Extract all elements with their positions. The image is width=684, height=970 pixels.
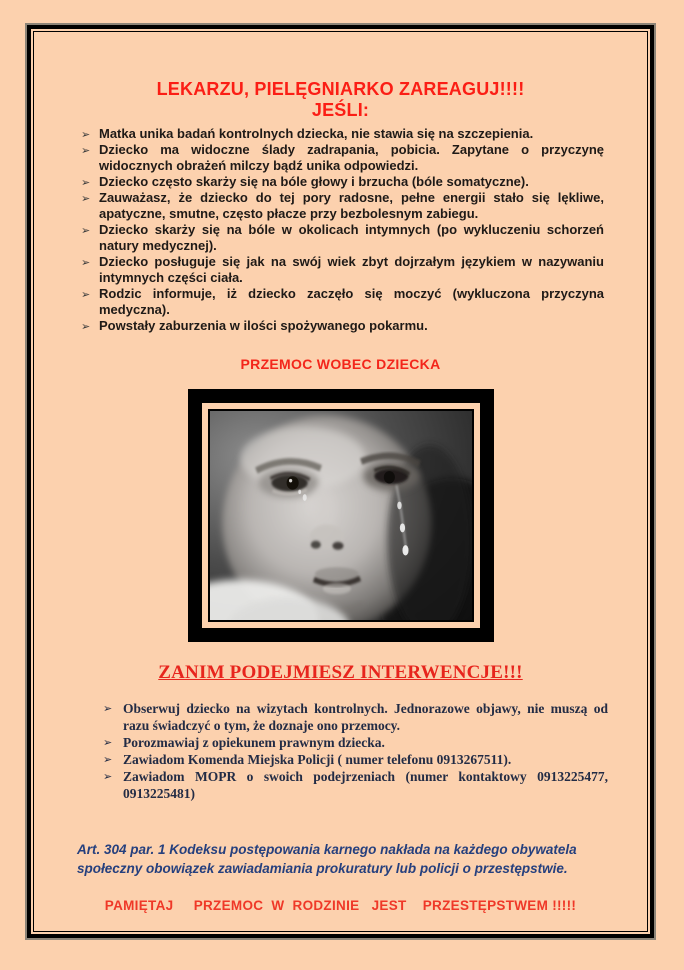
list-item-text: Obserwuj dziecko na wizytach kontrolnych. Jednorazowe objawy, nie muszą od razu świadczyć o tym, że doznaje ono przemocy. — [123, 701, 608, 733]
arrow-bullet-icon: ➢ — [81, 257, 91, 269]
list-item-text: Matka unika badań kontrolnych dziecka, nie stawia się na szczepienia. — [99, 126, 534, 141]
arrow-bullet-icon: ➢ — [81, 321, 91, 333]
photo-frame — [188, 389, 494, 642]
list-item-text: Zawiadom Komenda Miejska Policji ( numer telefonu 0913267511). — [123, 752, 512, 767]
crying-baby-photo — [208, 409, 474, 622]
page-border-frame — [27, 25, 654, 938]
list-item — [81, 286, 604, 318]
list-item — [103, 700, 608, 734]
list-item-text: Zawiadom MOPR o swoich podejrzeniach (numer kontaktowy 0913225477, 0913225481) — [123, 769, 608, 801]
list-item — [81, 222, 604, 254]
list-item-text: Dziecko często skarży się na bóle głowy i brzucha (bóle somatyczne). — [99, 174, 529, 189]
list-item — [81, 254, 604, 286]
legal-note: Art. 304 par. 1 Kodeksu postępowania karnego nakłada na każdego obywatela społeczny obowiązek zawiadamiania prokuratury lub policji o przestępstwie. — [77, 842, 577, 876]
arrow-bullet-icon: ➢ — [103, 737, 113, 749]
list-item — [81, 174, 604, 190]
intervention-heading: ZANIM PODEJMIESZ INTERWENCJE!!! — [158, 662, 523, 683]
arrow-bullet-icon: ➢ — [103, 771, 113, 783]
list-item-text: Dziecko skarży się na bóle w okolicach intymnych (po wykluczeniu schorzeń natury medycznej). — [99, 222, 604, 253]
list-item-text: Porozmawiaj z opiekunem prawnym dziecka. — [123, 735, 385, 750]
arrow-bullet-icon: ➢ — [81, 193, 91, 205]
list-item — [103, 734, 608, 751]
list-item-text: Dziecko posługuje się jak na swój wiek zbyt dojrzałym językiem w nazywaniu intymnych części ciała. — [99, 254, 604, 285]
footer-warning: PAMIĘTAJ PRZEMOC W RODZINIE JEST PRZESTĘPSTWEM !!!!! — [104, 898, 577, 913]
arrow-bullet-icon: ➢ — [81, 129, 91, 141]
poster-content — [31, 29, 650, 934]
list-item-text: Zauważasz, że dziecko do tej pory radosne, pełne energii stało się lękliwe, apatyczne, smutne, często płacze przy bezbolesnym zabiegu. — [99, 190, 604, 221]
list-item — [81, 126, 604, 142]
list-item — [81, 142, 604, 174]
arrow-bullet-icon: ➢ — [103, 754, 113, 766]
arrow-bullet-icon: ➢ — [81, 177, 91, 189]
symptoms-list — [81, 126, 604, 334]
list-item-text: Powstały zaburzenia w ilości spożywanego pokarmu. — [99, 318, 428, 333]
arrow-bullet-icon: ➢ — [103, 703, 113, 715]
list-item — [103, 751, 608, 768]
arrow-bullet-icon: ➢ — [81, 225, 91, 237]
intervention-list — [103, 700, 608, 802]
list-item-text: Rodzic informuje, iż dziecko zaczęło się moczyć (wykluczona przyczyna medyczna). — [99, 286, 604, 317]
arrow-bullet-icon: ➢ — [81, 289, 91, 301]
main-title-line2: JEŚLI: — [311, 100, 370, 120]
photo-section-heading: PRZEMOC WOBEC DZIECKA — [240, 356, 441, 372]
list-item-text: Dziecko ma widoczne ślady zadrapania, pobicia. Zapytane o przyczynę widocznych obrażeń milczy bądź unika odpowiedzi. — [99, 142, 604, 173]
list-item — [81, 318, 604, 334]
list-item — [81, 190, 604, 222]
arrow-bullet-icon: ➢ — [81, 145, 91, 157]
main-title-line1: LEKARZU, PIELĘGNIARKO ZAREAGUJ!!!! — [156, 79, 525, 99]
main-title — [31, 79, 650, 121]
list-item — [103, 768, 608, 802]
